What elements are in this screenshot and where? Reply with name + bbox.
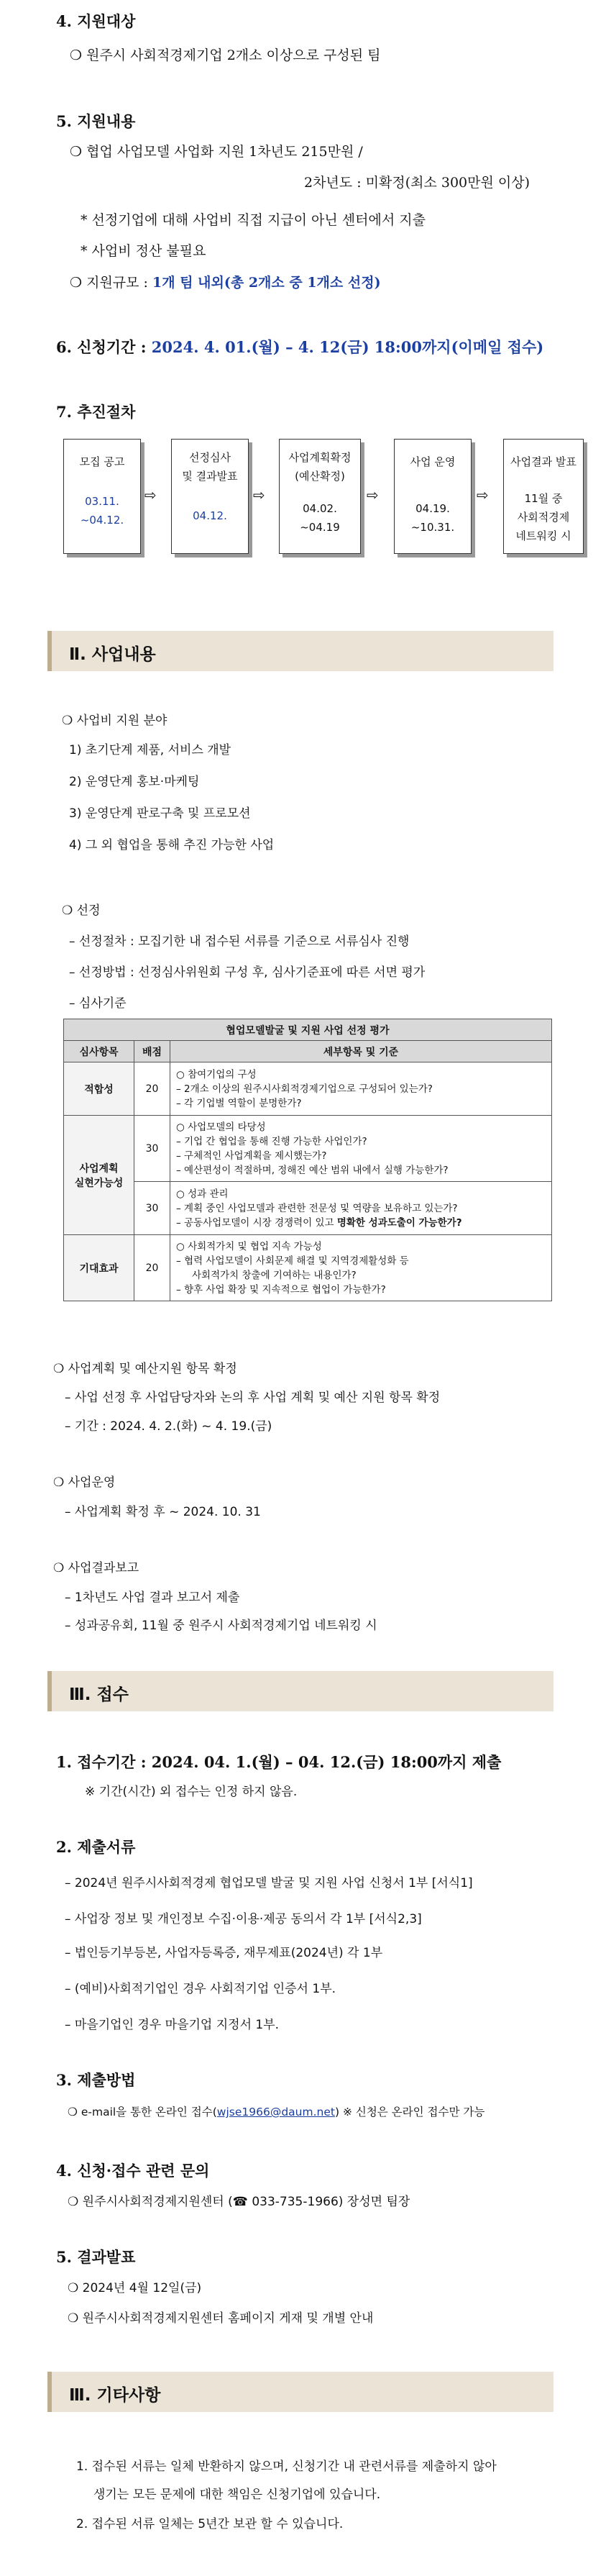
plan-item: – 기간 : 2024. 4. 2.(화) ~ 4. 19.(금)	[65, 1419, 272, 1434]
step-5-line1: 11월 중	[524, 492, 563, 505]
plan-item: – 사업 선정 후 사업담당자와 논의 후 사업 계획 및 예산 지원 항목 확정	[65, 1391, 441, 1405]
method-title: 3. 제출방법	[56, 2071, 136, 2089]
evaluation-criteria-table	[63, 1019, 552, 1301]
section-4-title: 4. 지원대상	[56, 12, 136, 30]
criteria-score: 20	[134, 1062, 170, 1116]
circle-bullet-icon: ❍	[62, 714, 73, 728]
process-step-1	[63, 439, 141, 554]
circle-bullet-icon: ❍	[70, 47, 83, 63]
criteria-score: 30	[134, 1116, 170, 1182]
section-iii-header: Ⅲ. 접수	[47, 1671, 553, 1711]
selection-item: – 심사기준	[69, 996, 127, 1011]
criteria-category: 사업계획 실현가능성	[64, 1116, 134, 1235]
step-3-label-line1: 사업계획확정	[288, 451, 352, 464]
step-2-label-line2: 및 결과발표	[182, 470, 238, 483]
arrow-icon: ⇨	[253, 486, 265, 504]
circle-bullet-icon: ❍	[70, 144, 83, 160]
step-5-label: 사업결과 발표	[510, 455, 576, 468]
support-scale-value: 1개 팀 내외(총 2개소 중 1개소 선정)	[152, 275, 381, 291]
step-3-date-end: ~04.19	[300, 521, 340, 534]
method-line: ❍ e-mail을 통한 온라인 접수(wjse1966@daum.net) ※ 신청은 온라인 접수만 가능	[68, 2106, 485, 2118]
funding-field-item: 4) 그 외 협업을 통해 추진 가능한 사업	[69, 838, 275, 852]
criteria-detail: ○ 사업모델의 타당성 – 기업 간 협업을 통해 진행 가능한 사업인가? – 구체적인 사업계획을 제시했는가? – 예산편성이 적절하며, 정해진 예산 범위 내에서 실행 가능한가?	[170, 1116, 552, 1182]
selection-item: – 선정방법 : 선정심사위원회 구성 후, 심사기준표에 따른 서면 평가	[69, 965, 426, 980]
circle-bullet-icon: ❍	[68, 2106, 78, 2118]
table-row	[64, 1182, 552, 1235]
document-item: – 마을기업인 경우 마을기업 지정서 1부.	[65, 2018, 280, 2032]
criteria-category: 기대효과	[64, 1235, 134, 1301]
selection-item: – 선정절차 : 모집기한 내 접수된 서류를 기준으로 서류심사 진행	[69, 934, 410, 949]
process-step-2	[171, 439, 249, 554]
section-5-line1: ❍ 협업 사업모델 사업화 지원 1차년도 215만원 /	[70, 144, 363, 160]
submission-period-note: ※ 기간(시간) 외 접수는 인정 하지 않음.	[85, 1785, 298, 1799]
result-item: ❍ 2024년 4월 12일(금)	[68, 2281, 202, 2295]
circle-bullet-icon: ❍	[68, 2195, 79, 2209]
criteria-detail: ○ 사회적가치 및 협업 지속 가능성 – 협력 사업모델이 사회문제 해결 및 지역경제활성화 등 사회적가치 창출에 기여하는 내용인가? – 향후 사업 확장 및 지속적으로 협업이 가능한가?	[170, 1235, 552, 1301]
section-iv-header: Ⅲ. 기타사항	[47, 2372, 553, 2412]
criteria-score: 20	[134, 1235, 170, 1301]
step-2-date: 04.12.	[193, 509, 227, 522]
result-title: 5. 결과발표	[56, 2248, 136, 2266]
table-row	[64, 1062, 552, 1116]
funding-field-title: ❍ 사업비 지원 분야	[62, 714, 167, 728]
criteria-score: 30	[134, 1182, 170, 1235]
section-5-scale: ❍ 지원규모 : 1개 팀 내외(총 2개소 중 1개소 선정)	[70, 275, 381, 291]
funding-field-item: 3) 운영단계 판로구축 및 프로모션	[69, 806, 251, 821]
inquiry-line: ❍ 원주시사회적경제지원센터 (☎ 033-735-1966) 장성면 팀장	[68, 2195, 410, 2209]
document-item: – 2024년 원주시사회적경제 협업모델 발굴 및 지원 사업 신청서 1부 [서식1]	[65, 1876, 473, 1890]
step-4-date-start: 04.19.	[415, 502, 450, 515]
section-5-note2: * 사업비 정산 불필요	[81, 243, 206, 259]
table-row	[64, 1116, 552, 1182]
section-5-note1: * 선정기업에 대해 사업비 직접 지급이 아닌 센터에서 지출	[81, 212, 426, 228]
step-5-line3: 네트워킹 시	[515, 529, 571, 542]
application-period-value: 2024. 4. 01.(월) – 4. 12(금) 18:00까지(이메일 접수)	[151, 338, 544, 356]
section-7-title: 7. 추진절차	[56, 403, 136, 421]
table-header: 세부항목 및 기준	[170, 1041, 552, 1062]
submission-period: 1. 접수기간 : 2024. 04. 1.(월) – 04. 12.(금) 18:00까지 제출	[56, 1753, 502, 1771]
misc-item: 생기는 모든 문제에 대한 책임은 신청기업에 있습니다.	[93, 2488, 381, 2502]
step-4-label: 사업 운영	[410, 455, 456, 468]
email-link[interactable]: wjse1966@daum.net	[216, 2106, 335, 2118]
section-6-period: 6. 신청기간 : 2024. 4. 01.(월) – 4. 12(금) 18:00까지(이메일 접수)	[56, 338, 544, 356]
criteria-detail: ○ 참여기업의 구성 – 2개소 이상의 원주시사회적경제기업으로 구성되어 있는가? – 각 기업별 역할이 분명한가?	[170, 1062, 552, 1116]
circle-bullet-icon: ❍	[70, 275, 83, 291]
step-3-date-start: 04.02.	[303, 502, 337, 515]
report-item: – 1차년도 사업 결과 보고서 제출	[65, 1590, 240, 1605]
document-item: – (예비)사회적기업인 경우 사회적기업 인증서 1부.	[65, 1982, 336, 1996]
step-5-line2: 사회적경제	[517, 511, 570, 524]
table-caption: 협업모델발굴 및 지원 사업 선정 평가	[64, 1019, 552, 1041]
circle-bullet-icon: ❍	[62, 904, 73, 918]
plan-title: ❍ 사업계획 및 예산지원 항목 확정	[53, 1362, 237, 1376]
selection-title: ❍ 선정	[62, 904, 101, 918]
table-header: 배점	[134, 1041, 170, 1062]
report-title: ❍ 사업결과보고	[53, 1561, 139, 1575]
circle-bullet-icon: ❍	[68, 2281, 79, 2295]
section-4-item: ❍ 원주시 사회적경제기업 2개소 이상으로 구성된 팀	[70, 47, 381, 63]
process-step-4	[394, 439, 472, 554]
step-1-label: 모집 공고	[79, 455, 125, 468]
funding-field-item: 1) 초기단계 제품, 서비스 개발	[69, 743, 231, 757]
inquiry-title: 4. 신청·접수 관련 문의	[56, 2162, 210, 2180]
section-5-line2: 2차년도 : 미확정(최소 300만원 이상)	[304, 175, 530, 191]
documents-title: 2. 제출서류	[56, 1838, 136, 1856]
step-1-date-end: ~04.12.	[80, 514, 124, 527]
table-row	[64, 1235, 552, 1301]
section-ii-header: Ⅱ. 사업내용	[47, 631, 553, 671]
process-step-3	[279, 439, 361, 554]
step-1-date-start: 03.11.	[85, 495, 119, 508]
misc-item: 2. 접수된 서류 일체는 5년간 보관 할 수 있습니다.	[76, 2517, 344, 2531]
table-header: 심사항목	[64, 1041, 134, 1062]
document-item: – 사업장 정보 및 개인정보 수집·이용·제공 동의서 각 1부 [서식2,3]	[65, 1912, 422, 1926]
step-2-label-line1: 선정심사	[189, 451, 231, 464]
circle-bullet-icon: ❍	[53, 1561, 65, 1575]
document-item: – 법인등기부등본, 사업자등록증, 재무제표(2024년) 각 1부	[65, 1946, 383, 1960]
misc-item: 1. 접수된 서류는 일체 반환하지 않으며, 신청기간 내 관련서류를 제출하지 않아	[76, 2459, 497, 2474]
arrow-icon: ⇨	[144, 486, 157, 504]
step-3-label-line2: (예산확정)	[295, 470, 345, 483]
step-4-date-end: ~10.31.	[410, 521, 455, 534]
circle-bullet-icon: ❍	[53, 1362, 65, 1376]
criteria-detail: ○ 성과 관리 – 계획 중인 사업모델과 관련한 전문성 및 역량을 보유하고 있는가? – 공동사업모델이 시장 경쟁력이 있고 명확한 성과도출이 가능한가?	[170, 1182, 552, 1235]
process-step-5	[503, 439, 584, 554]
operation-title: ❍ 사업운영	[53, 1475, 116, 1490]
report-item: – 성과공유회, 11월 중 원주시 사회적경제기업 네트워킹 시	[65, 1619, 377, 1633]
funding-field-item: 2) 운영단계 홍보·마케팅	[69, 775, 200, 789]
criteria-category: 적합성	[64, 1062, 134, 1116]
operation-item: – 사업계획 확정 후 ~ 2024. 10. 31	[65, 1505, 261, 1519]
circle-bullet-icon: ❍	[68, 2311, 79, 2326]
arrow-icon: ⇨	[367, 486, 379, 504]
result-item: ❍ 원주시사회적경제지원센터 홈페이지 게재 및 개별 안내	[68, 2311, 374, 2326]
arrow-icon: ⇨	[477, 486, 489, 504]
section-5-title: 5. 지원내용	[56, 112, 136, 130]
circle-bullet-icon: ❍	[53, 1475, 65, 1490]
